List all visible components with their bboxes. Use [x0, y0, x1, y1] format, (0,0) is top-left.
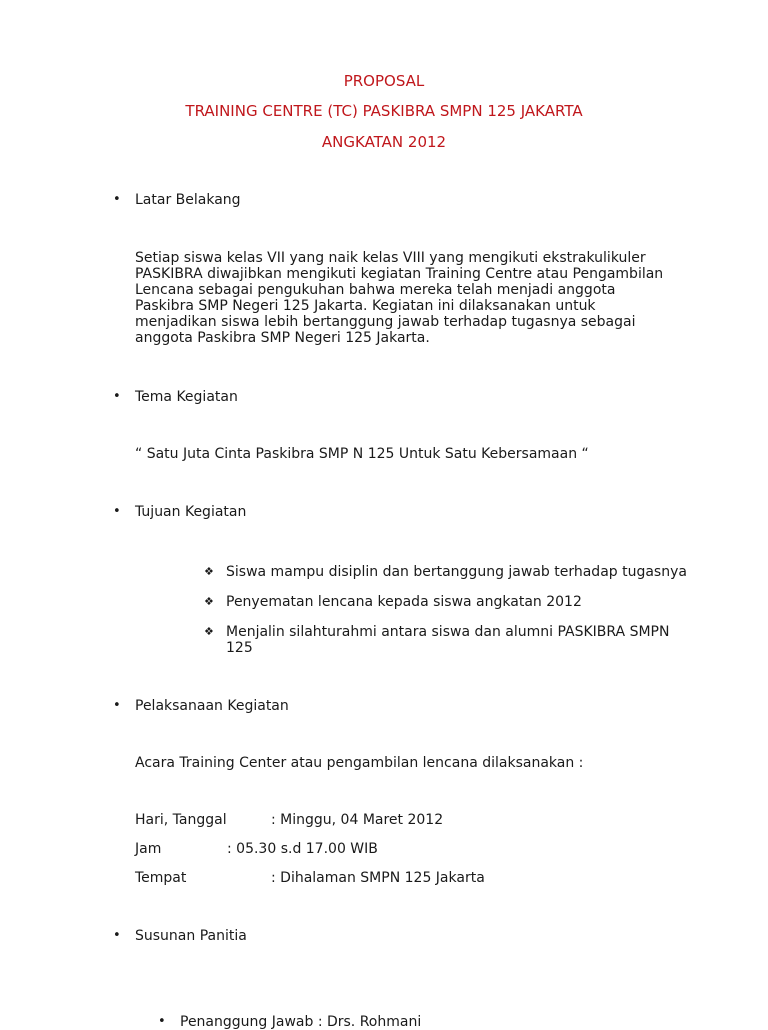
section-heading-tema: Tema Kegiatan — [135, 389, 238, 405]
bullet-icon: • — [113, 504, 121, 519]
diamond-bullet-icon: ❖ — [204, 595, 214, 608]
proposal-subtitle: TRAINING CENTRE (TC) PASKIBRA SMPN 125 JAKARTA — [185, 102, 583, 120]
tujuan-item: Siswa mampu disiplin dan bertanggung jawab terhadap tugasnya — [226, 564, 687, 580]
proposal-year: ANGKATAN 2012 — [321, 133, 447, 151]
section-heading-latar: Latar Belakang — [135, 192, 241, 208]
tujuan-item: Penyematan lencana kepada siswa angkatan 2012 — [226, 594, 582, 610]
panitia-item: Penanggung Jawab : Drs. Rohmani — [180, 1014, 422, 1030]
time-label: Jam — [135, 841, 162, 857]
bullet-icon: • — [113, 192, 121, 207]
diamond-bullet-icon: ❖ — [204, 565, 214, 578]
time-value: : 05.30 s.d 17.00 WIB — [227, 841, 378, 857]
tema-quote: “ Satu Juta Cinta Paskibra SMP N 125 Untuk Satu Kebersamaan “ — [135, 446, 589, 462]
proposal-title: PROPOSAL — [343, 72, 425, 90]
pelaksanaan-intro: Acara Training Center atau pengambilan lencana dilaksanakan : — [135, 755, 584, 771]
section-heading-panitia: Susunan Panitia — [135, 928, 247, 944]
latar-paragraph: Setiap siswa kelas VII yang naik kelas VIII yang mengikuti ekstrakulikuler PASKIBRA diwajibkan mengikuti kegiatan Training Centre atau Pengambilan Lencana sebagai pengukuhan bahwa mereka telah menjadi anggota Paskibra SMP Negeri 125 Jakarta. Kegiatan ini dilaksanakan untuk menjadikan siswa lebih bertanggung jawab terhadap tugasnya sebagai anggota Paskibra SMP Negeri 125 Jakarta. — [135, 250, 664, 346]
bullet-icon: • — [158, 1014, 166, 1029]
bullet-icon: • — [113, 389, 121, 404]
date-label: Hari, Tanggal — [135, 812, 227, 828]
bullet-icon: • — [113, 698, 121, 713]
place-label: Tempat — [135, 870, 187, 886]
diamond-bullet-icon: ❖ — [204, 625, 214, 638]
section-heading-pelaksanaan: Pelaksanaan Kegiatan — [135, 698, 289, 714]
bullet-icon: • — [113, 928, 121, 943]
date-value: : Minggu, 04 Maret 2012 — [271, 812, 444, 828]
tujuan-item: Menjalin silahturahmi antara siswa dan alumni PASKIBRA SMPN 125 — [226, 624, 670, 656]
place-value: : Dihalaman SMPN 125 Jakarta — [271, 870, 485, 886]
section-heading-tujuan: Tujuan Kegiatan — [135, 504, 247, 520]
